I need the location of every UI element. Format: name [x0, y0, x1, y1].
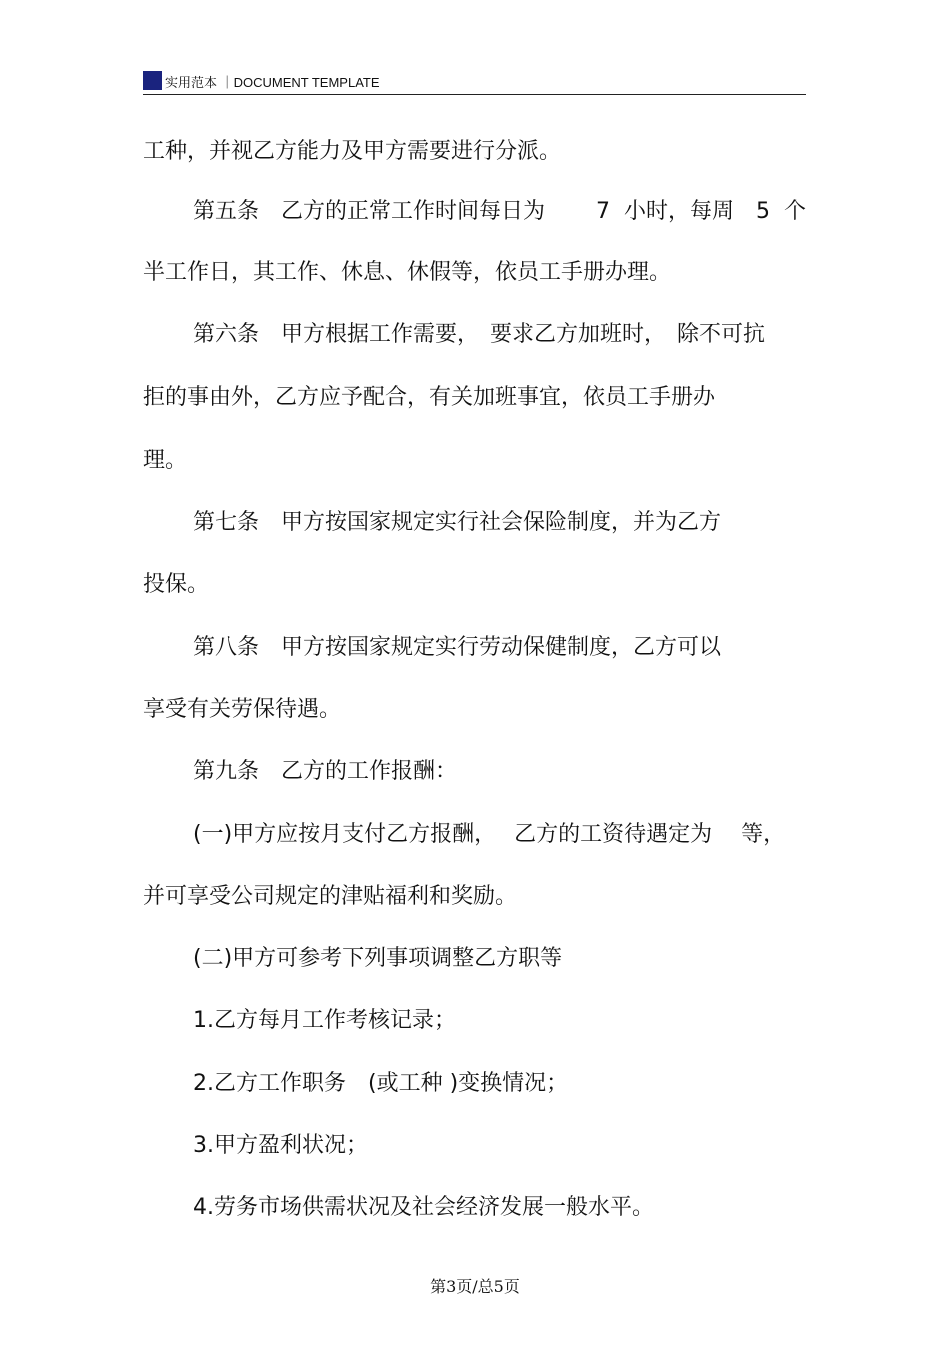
- text-line: 并可享受公司规定的津贴福利和奖励。: [143, 884, 518, 909]
- text-line: 半工作日，其工作、休息、休假等，依员工手册办理。: [143, 260, 672, 285]
- document-header: [143, 66, 806, 95]
- text-line: 第七条 甲方按国家规定实行社会保险制度，并为乙方: [193, 510, 722, 535]
- text-line: 工种，并视乙方能力及甲方需要进行分派。: [143, 139, 562, 164]
- text-line: 投保。: [143, 572, 210, 597]
- text-line: 第九条 乙方的工作报酬：: [193, 759, 458, 784]
- page-indicator: 第3页/总5页: [430, 1277, 520, 1296]
- text-line: 拒的事由外，乙方应予配合，有关加班事宜，依员工手册办: [143, 385, 716, 410]
- text-line: 1.乙方每月工作考核记录；: [193, 1008, 456, 1033]
- text-line: 3.甲方盈利状况；: [193, 1133, 368, 1158]
- text-line: 享受有关劳保待遇。: [143, 697, 342, 722]
- text-line: 4.劳务市场供需状况及社会经济发展一般水平。: [193, 1195, 654, 1220]
- text-line: (一)甲方应按月支付乙方报酬， 乙方的工资待遇定为 等，: [193, 822, 786, 847]
- text-line: 第八条 甲方按国家规定实行劳动保健制度，乙方可以: [193, 635, 722, 660]
- text-line: 第六条 甲方根据工作需要， 要求乙方加班时， 除不可抗: [193, 322, 766, 347]
- text-line: 第五条 乙方的正常工作时间每日为 7 小时，每周 5 个: [193, 199, 806, 224]
- logo-square-icon: [143, 71, 162, 90]
- text-line: 理。: [143, 448, 188, 473]
- text-line: 2.乙方工作职务 (或工种 )变换情况；: [193, 1071, 569, 1096]
- header-title: 实用范本 ｜DOCUMENT TEMPLATE: [165, 75, 380, 90]
- text-line: (二)甲方可参考下列事项调整乙方职等: [193, 946, 563, 971]
